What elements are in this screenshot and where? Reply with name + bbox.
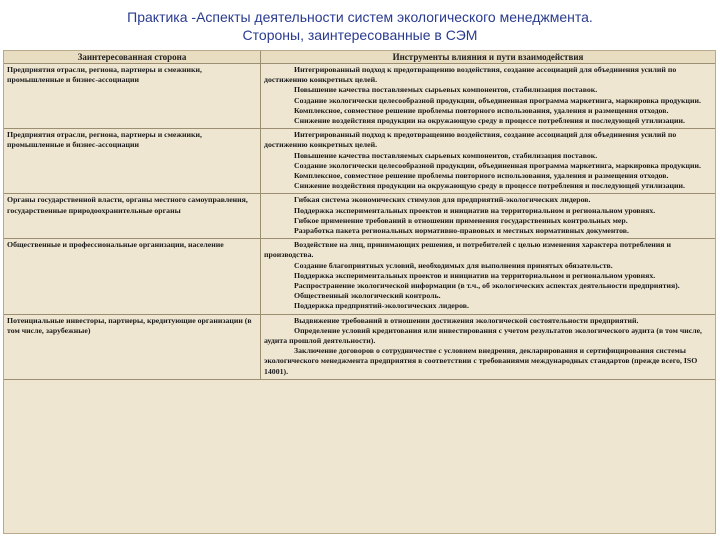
instrument-item: Интегрированный подход к предотвращению воздействия, создание ассоциаций для объединения усилий по достижению конкретных целей. (264, 65, 677, 85)
instrument-item: Комплексное, совместное решение проблемы повторного использования, удаления и размещения отходов. (294, 105, 669, 115)
title-line-2: Стороны, заинтересованные в СЭМ (242, 27, 478, 43)
instrument-item: Гибкая система экономических стимулов для предприятий-экологических лидеров. (294, 195, 591, 205)
instruments-cell (261, 194, 716, 239)
slide-title (0, 8, 720, 44)
instrument-item: Интегрированный подход к предотвращению воздействия, создание ассоциаций для объединения усилий по достижению конкретных целей. (264, 130, 677, 150)
instrument-item: Воздействие на лиц, принимающих решения, и потребителей с целью изменения характера потребления и производства. (264, 240, 671, 260)
instrument-item: Создание экологически целесообразной продукции, объединенная программа маркетинга, маркировка продукции. (294, 160, 701, 170)
instrument-item: Поддержка экспериментальных проектов и инициатив на территориальном и региональном уровнях. (294, 270, 656, 280)
instrument-item: Заключение договоров о сотрудничестве с условием внедрения, декларирования и сертифицирования системы экологического менеджмента предприятия в соответствии с требованиями международных стандартов (прежде всего, ISO 14001). (264, 346, 698, 376)
instrument-item: Определение условий кредитования или инвестирования с учетом результатов экологического аудита (в том числе, аудита прошлой деятельности). (264, 325, 702, 346)
instrument-item: Поддержка предприятий-экологических лидеров. (294, 301, 469, 311)
stakeholders-table (3, 50, 716, 534)
header-instruments: Инструменты влияния и пути взаимодействия (261, 51, 716, 64)
instrument-item: Разработка пакета региональных нормативно-правовых и местных нормативных документов. (294, 226, 629, 236)
instrument-item: Распространение экологической информации (в т.ч., об экологических аспектах деятельности предприятия). (294, 281, 680, 291)
instruments-cell (261, 64, 716, 129)
instrument-item: Повышение качества поставляемых сырьевых компонентов, стабилизация поставок. (294, 85, 598, 95)
table-row (4, 64, 715, 129)
party-cell: Потенциальные инвесторы, партнеры, кредитующие организации (в том числе, зарубежные) (4, 314, 261, 379)
instrument-item: Снижение воздействия продукции на окружающую среду в процессе потребления и последующей утилизации. (294, 181, 685, 191)
table-header-row (4, 51, 715, 64)
table-row (4, 314, 715, 379)
party-cell: Предприятия отрасли, региона, партнеры и смежники, промышленные и бизнес-ассоциации (4, 64, 261, 129)
instrument-item: Комплексное, совместное решение проблемы повторного использования, удаления и размещения отходов. (294, 171, 669, 181)
table-row (4, 129, 715, 194)
table-row (4, 194, 715, 239)
party-cell: Предприятия отрасли, региона, партнеры и смежники, промышленные и бизнес-ассоциации (4, 129, 261, 194)
instrument-item: Снижение воздействия продукции на окружающую среду в процессе потребления и последующей утилизации. (294, 116, 685, 126)
table-row (4, 239, 715, 314)
header-party: Заинтересованная сторона (4, 51, 261, 64)
instrument-item: Гибкое применение требований в отношении применения государственных контрольных мер. (294, 215, 628, 225)
instrument-item: Повышение качества поставляемых сырьевых компонентов, стабилизация поставок. (294, 150, 598, 160)
instrument-item: Выдвижение требований в отношении достижения экологической состоятельности предприятий. (294, 315, 639, 325)
instrument-item: Общественный экологический контроль. (294, 291, 441, 301)
instrument-item: Поддержка экспериментальных проектов и инициатив на территориальном и региональном уровнях. (294, 205, 656, 215)
party-cell: Органы государственной власти, органы местного самоуправления, государственные природоохранительные органы (4, 194, 261, 239)
instrument-item: Создание благоприятных условий, необходимых для выполнения принятых обязательств. (294, 260, 613, 270)
party-cell: Общественные и профессиональные организации, население (4, 239, 261, 314)
instruments-cell (261, 129, 716, 194)
instruments-cell (261, 314, 716, 379)
instrument-item: Создание экологически целесообразной продукции, объединенная программа маркетинга, маркировка продукции. (294, 95, 701, 105)
instruments-cell (261, 239, 716, 314)
title-line-1: Практика -Аспекты деятельности систем экологического менеджмента. (127, 9, 593, 25)
